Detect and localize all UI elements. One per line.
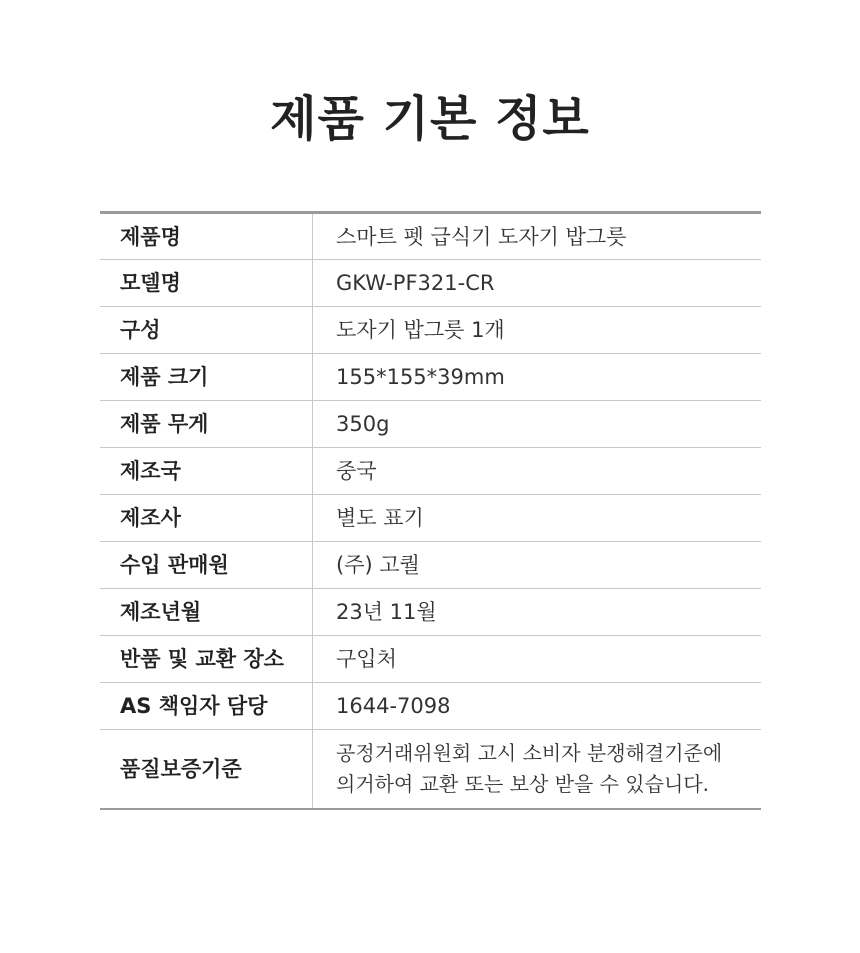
spec-row-return-place bbox=[100, 636, 761, 683]
spec-value bbox=[313, 730, 762, 809]
spec-value-line: 의거하여 교환 또는 보상 받을 수 있습니다. bbox=[336, 771, 709, 796]
spec-value: 350g bbox=[313, 401, 762, 448]
spec-label: 모델명 bbox=[100, 260, 313, 307]
spec-label: 제조년월 bbox=[100, 589, 313, 636]
spec-label: 품질보증기준 bbox=[100, 730, 313, 809]
spec-row-manufacturer bbox=[100, 495, 761, 542]
spec-row-as-contact bbox=[100, 683, 761, 730]
spec-row-manufacture-date bbox=[100, 589, 761, 636]
spec-value: GKW-PF321-CR bbox=[313, 260, 762, 307]
spec-value-line: 공정거래위원회 고시 소비자 분쟁해결기준에 bbox=[336, 740, 723, 765]
spec-label: AS 책임자 담당 bbox=[100, 683, 313, 730]
spec-row-weight bbox=[100, 401, 761, 448]
spec-value: 1644-7098 bbox=[313, 683, 762, 730]
spec-row-size bbox=[100, 354, 761, 401]
spec-value: 별도 표기 bbox=[313, 495, 762, 542]
spec-row-importer bbox=[100, 542, 761, 589]
spec-value: 도자기 밥그릇 1개 bbox=[313, 307, 762, 354]
spec-label: 반품 및 교환 장소 bbox=[100, 636, 313, 683]
spec-label: 제품명 bbox=[100, 213, 313, 260]
spec-label: 제품 무게 bbox=[100, 401, 313, 448]
spec-label: 수입 판매원 bbox=[100, 542, 313, 589]
page-title: 제품 기본 정보 bbox=[270, 91, 590, 147]
spec-value: 155*155*39mm bbox=[313, 354, 762, 401]
spec-label: 제조사 bbox=[100, 495, 313, 542]
spec-value: (주) 고퀄 bbox=[313, 542, 762, 589]
spec-row-quality-standard bbox=[100, 730, 761, 809]
product-spec-table bbox=[100, 211, 761, 810]
spec-value: 23년 11월 bbox=[313, 589, 762, 636]
spec-value: 중국 bbox=[313, 448, 762, 495]
spec-row-composition bbox=[100, 307, 761, 354]
spec-row-origin bbox=[100, 448, 761, 495]
spec-row-product-name bbox=[100, 213, 761, 260]
spec-value: 구입처 bbox=[313, 636, 762, 683]
spec-label: 제품 크기 bbox=[100, 354, 313, 401]
spec-value: 스마트 펫 급식기 도자기 밥그릇 bbox=[313, 213, 762, 260]
spec-label: 구성 bbox=[100, 307, 313, 354]
spec-row-model-name bbox=[100, 260, 761, 307]
spec-label: 제조국 bbox=[100, 448, 313, 495]
